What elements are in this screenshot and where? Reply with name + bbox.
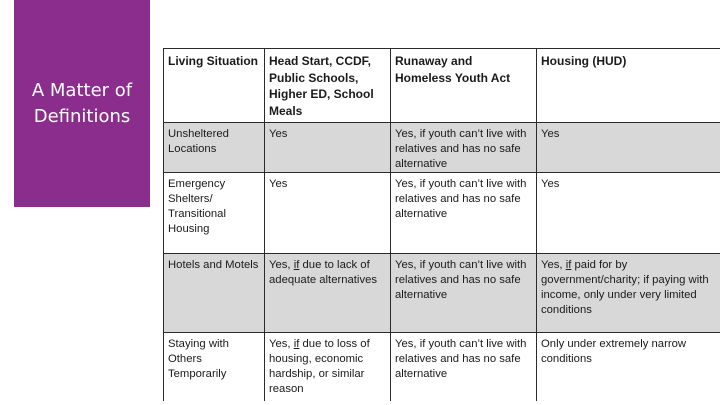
- cell-text: paid for by government/charity; if paying with income, only under very limited conditions: [541, 259, 709, 316]
- cell-rhya: Yes, if youth can’t live with relatives and has no safe alternative: [391, 254, 537, 333]
- cell-text: Yes,: [541, 259, 566, 271]
- header-head-start: Head Start, CCDF, Public Schools, Higher ED, School Meals: [265, 49, 391, 123]
- cell-head-start: Yes: [265, 123, 391, 173]
- table-row: [164, 333, 720, 402]
- cell-hud: Only under extremely narrow conditions: [537, 333, 720, 402]
- table-header-row: [164, 49, 720, 123]
- cell-situation: Staying with Others Temporarily: [164, 333, 265, 402]
- underlined-if: if: [293, 338, 300, 350]
- cell-text: due to lack of adequate alternatives: [269, 259, 378, 286]
- underlined-if: if: [565, 259, 572, 271]
- cell-rhya: Yes, if youth can’t live with relatives and has no safe alternative: [391, 173, 537, 254]
- definitions-table-wrapper: [163, 48, 720, 401]
- cell-situation: Unsheltered Locations: [164, 123, 265, 173]
- cell-hud: [537, 254, 720, 333]
- cell-head-start: Yes: [265, 173, 391, 254]
- cell-rhya: Yes, if youth can’t live with relatives and has no safe alternative: [391, 333, 537, 402]
- cell-text: due to loss of housing, economic hardship, or similar reason: [269, 338, 370, 395]
- underlined-if: if: [293, 259, 300, 271]
- definitions-table: [163, 48, 720, 401]
- table-row: [164, 254, 720, 333]
- cell-situation: Hotels and Motels: [164, 254, 265, 333]
- cell-text: Yes,: [269, 338, 294, 350]
- table-row: [164, 173, 720, 254]
- cell-hud: Yes: [537, 173, 720, 254]
- cell-head-start: [265, 254, 391, 333]
- cell-rhya: Yes, if youth can’t live with relatives and has no safe alternative: [391, 123, 537, 173]
- slide-title: A Matter of Definitions: [31, 80, 133, 127]
- cell-text: Yes,: [269, 259, 294, 271]
- header-rhya: Runaway and Homeless Youth Act: [391, 49, 537, 123]
- header-living-situation: Living Situation: [164, 49, 265, 123]
- header-housing-hud: Housing (HUD): [537, 49, 720, 123]
- table-row: [164, 123, 720, 173]
- cell-hud: Yes: [537, 123, 720, 173]
- title-panel: [14, 0, 150, 207]
- cell-situation: Emergency Shelters/ Transitional Housing: [164, 173, 265, 254]
- cell-head-start: [265, 333, 391, 402]
